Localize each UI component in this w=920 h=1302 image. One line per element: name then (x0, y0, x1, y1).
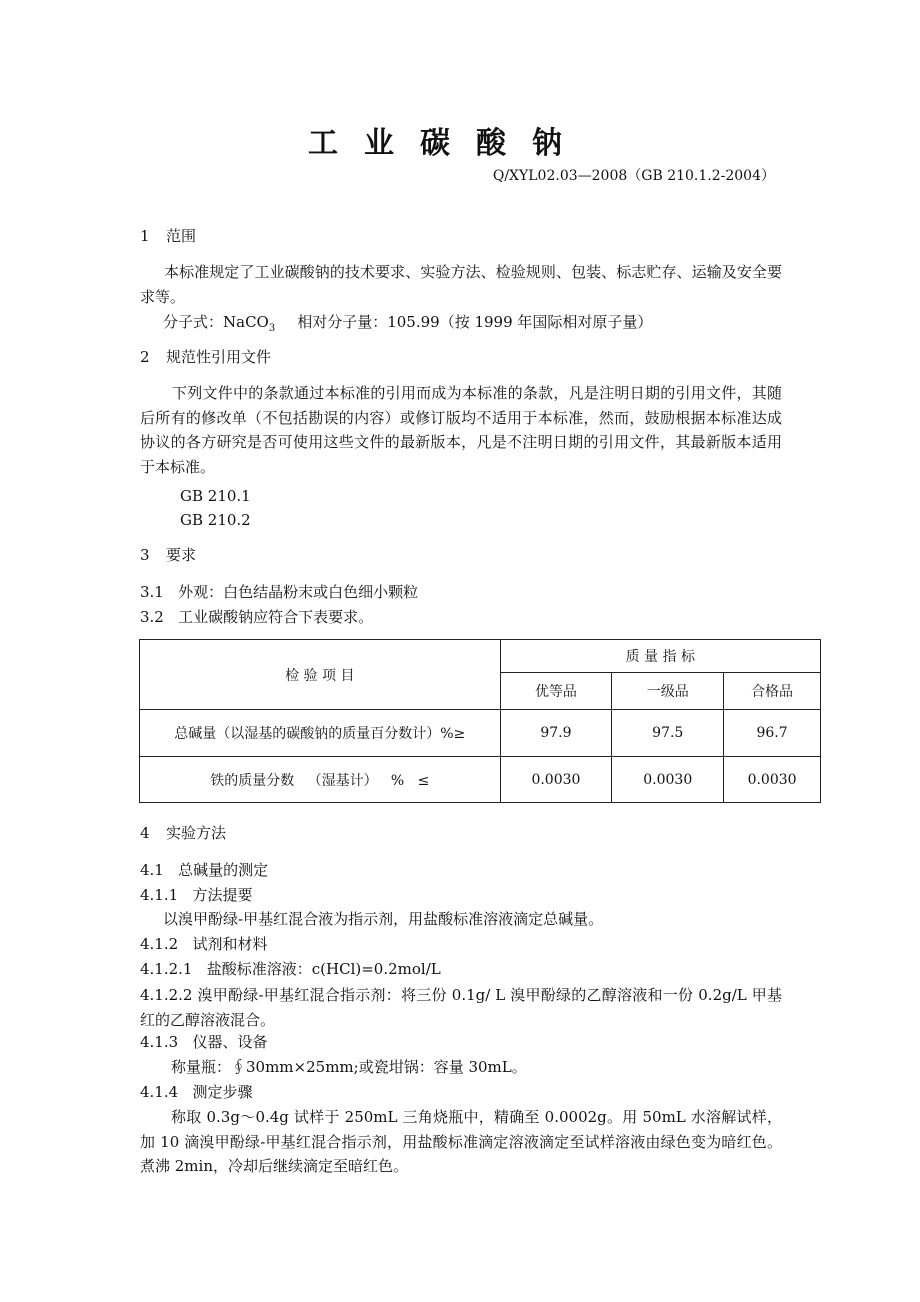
subsection-4-1-2-1: 4.1.2.1 盐酸标准溶液：c(HCl)=0.2mol/L (140, 960, 441, 978)
subsection-4-1-3: 4.1.3 仪器、设备 (140, 1033, 268, 1051)
requirements-table (139, 639, 821, 803)
section-4-heading (140, 824, 226, 842)
section-title: 范围 (166, 227, 197, 245)
section-title: 实验方法 (166, 824, 227, 842)
section-number: 3 (140, 546, 150, 564)
section-2-paragraph: 下列文件中的条款通过本标准的引用而成为本标准的条款，凡是注明日期的引用文件，其随后所有的修改单（不包括勘误的内容）或修订版均不适用于本标准，然而，鼓励根据本标准达成协议的各方研究是否可使用这些文件的最新版本，凡是不注明日期的引用文件，其最新版本适用于本标准。 (140, 384, 782, 476)
subsection-3-2: 3.2 工业碳酸钠应符合下表要求。 (140, 608, 374, 626)
row-value: 0.0030 (724, 757, 821, 803)
row-value: 96.7 (724, 710, 821, 757)
section-number: 1 (140, 227, 150, 245)
section-3-heading (140, 546, 196, 564)
reference-item: GB 210.1 (180, 487, 251, 505)
section-1-paragraph: 本标准规定了工业碳酸钠的技术要求、实验方法、检验规则、包装、标志贮存、运输及安全要求等。 (140, 263, 782, 306)
grade-header: 优等品 (500, 673, 612, 710)
formula-subscript: 3 (268, 323, 276, 334)
grade-header: 一级品 (612, 673, 724, 710)
row-value: 0.0030 (500, 757, 612, 803)
document-title: 工业碳酸钠 (308, 126, 588, 161)
section-2-heading (140, 348, 271, 366)
row-item: 总碱量（以湿基的碳酸钠的质量百分数计）%≥ (140, 710, 501, 757)
row-value: 97.5 (612, 710, 724, 757)
procedure-paragraph: 称取 0.3g～0.4g 试样于 250mL 三角烧瓶中，精确至 0.0002g。用 50mL 水溶解试样，加 10 滴溴甲酚绿-甲基红混合指示剂，用盐酸标准滴定溶液滴定至试样溶液由绿色变为暗红色。煮沸 2min，冷却后继续滴定至暗红色。 (140, 1108, 782, 1175)
table-row (140, 757, 821, 803)
molecular-mass: 相对分子量：105.99（按 1999 年国际相对原子量） (297, 313, 653, 331)
subsection-4-1-4: 4.1.4 测定步骤 (140, 1083, 253, 1101)
row-value: 0.0030 (612, 757, 724, 803)
reference-item: GB 210.2 (180, 511, 251, 529)
subsection-4-1: 4.1 总碱量的测定 (140, 861, 269, 879)
apparatus-text: 称量瓶：∮30mm×25mm;或瓷坩锅：容量 30mL。 (171, 1058, 527, 1076)
formula-line (163, 313, 652, 338)
section-1-heading (140, 227, 196, 245)
grade-header: 合格品 (724, 673, 821, 710)
section-title: 要求 (166, 546, 197, 564)
quality-header: 质 量 指 标 (500, 640, 820, 673)
table-row (140, 710, 821, 757)
section-title: 规范性引用文件 (166, 348, 272, 366)
subsection-4-1-2: 4.1.2 试剂和材料 (140, 935, 268, 953)
row-item: 铁的质量分数 （湿基计） % ≤ (140, 757, 501, 803)
section-number: 4 (140, 824, 150, 842)
subsection-4-1-2-2: 4.1.2.2 溴甲酚绿-甲基红混合指示剂：将三份 0.1g/ L 溴甲酚绿的乙醇溶液和一份 0.2g/L 甲基红的乙醇溶液混合。 (140, 986, 782, 1029)
method-summary: 以溴甲酚绿-甲基红混合液为指示剂，用盐酸标准溶液滴定总碱量。 (163, 910, 604, 928)
formula-label: 分子式：NaCO (163, 313, 269, 331)
standard-number: Q/XYL02.03—2008（GB 210.1.2-2004） (492, 168, 775, 184)
item-header: 检 验 项 目 (140, 640, 501, 710)
subsection-4-1-1: 4.1.1 方法提要 (140, 886, 253, 904)
subsection-3-1: 3.1 外观：白色结晶粉末或白色细小颗粒 (140, 583, 419, 601)
section-number: 2 (140, 348, 150, 366)
row-value: 97.9 (500, 710, 612, 757)
